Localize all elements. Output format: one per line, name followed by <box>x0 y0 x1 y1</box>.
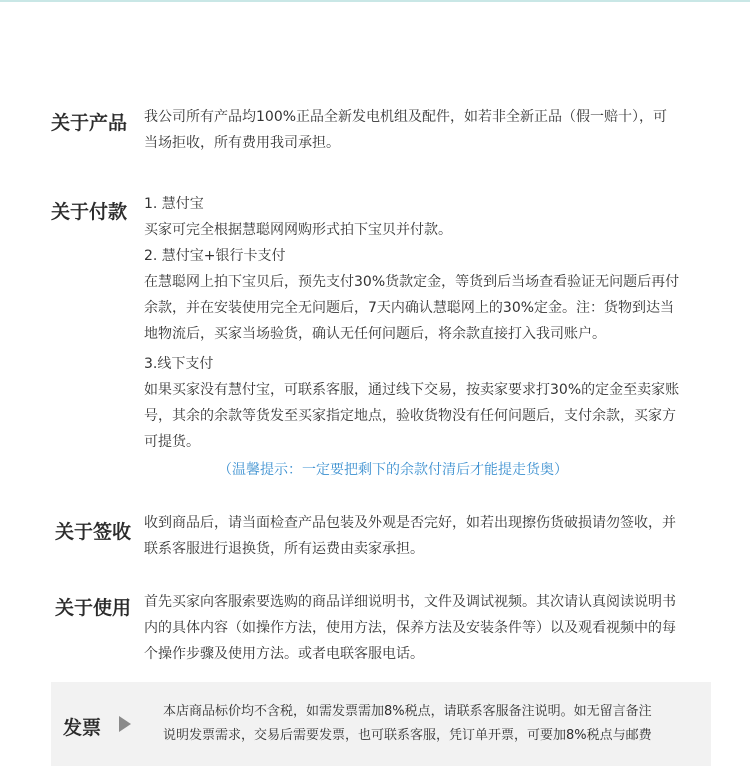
signing-line: 联系客服进行退换货，所有运费由卖家承担。 <box>144 541 424 557</box>
payment-line: 地物流后，买家当场验货，确认无任何问题后，将余款直接打入我司账户。 <box>144 326 606 342</box>
payment-body <box>144 191 728 455</box>
invoice-line: 说明发票需求，交易后需要发票，也可联系客服，凭订单开票，可要加8%税点与邮费 <box>163 728 652 743</box>
usage-line: 个操作步骤及使用方法。或者电联客服电话。 <box>144 646 424 662</box>
payment-line: 如果买家没有慧付宝，可联系客服，通过线下交易，按卖家要求打30%的定金至卖家账 <box>144 382 680 398</box>
invoice-body <box>163 700 703 748</box>
payment-tip: （温馨提示：一定要把剩下的余款付清后才能提走货奥） <box>218 462 568 478</box>
payment-line: 在慧聪网上拍下宝贝后，预先支付30%货款定金，等货到后当场查看验证无问题后再付 <box>144 274 680 290</box>
usage-body <box>144 589 728 667</box>
payment-line: 可提货。 <box>144 434 200 450</box>
product-heading: 关于产品 <box>51 112 128 134</box>
invoice-line: 本店商品标价均不含税，如需发票需加8%税点，请联系客服备注说明。如无留言备注 <box>163 704 652 719</box>
usage-heading: 关于使用 <box>55 597 132 619</box>
product-line: 我公司所有产品均100%正品全新发电机组及配件，如若非全新正品（假一赔十），可 <box>144 109 668 125</box>
signing-heading: 关于签收 <box>55 521 132 543</box>
signing-body <box>144 510 728 562</box>
payment-heading: 关于付款 <box>51 201 128 223</box>
payment-method-title: 1. 慧付宝 <box>144 196 204 212</box>
top-border <box>0 0 750 2</box>
product-line: 当场拒收，所有费用我司承担。 <box>144 135 340 151</box>
signing-line: 收到商品后，请当面检查产品包装及外观是否完好，如若出现擦伤货破损请勿签收，并 <box>144 515 676 531</box>
product-body <box>144 104 728 156</box>
payment-line: 余款，并在安装使用完全无问题后，7天内确认慧聪网上的30%定金。注：货物到达当 <box>144 300 675 316</box>
payment-method-title: 2. 慧付宝+银行卡支付 <box>144 248 286 264</box>
usage-line: 首先买家向客服索要选购的商品详细说明书，文件及调试视频。其次请认真阅读说明书 <box>144 594 676 610</box>
payment-line: 号，其余的余款等货发至买家指定地点，验收货物没有任何问题后，支付余款，买家方 <box>144 408 676 424</box>
payment-line: 买家可完全根据慧聪网网购形式拍下宝贝并付款。 <box>144 222 452 238</box>
invoice-box <box>51 682 711 766</box>
usage-line: 内的具体内容（如操作方法，使用方法，保养方法及安装条件等）以及观看视频中的每 <box>144 620 676 636</box>
payment-method-title: 3.线下支付 <box>144 356 214 372</box>
invoice-label: 发票 <box>63 717 102 739</box>
triangle-right-icon <box>119 716 131 732</box>
